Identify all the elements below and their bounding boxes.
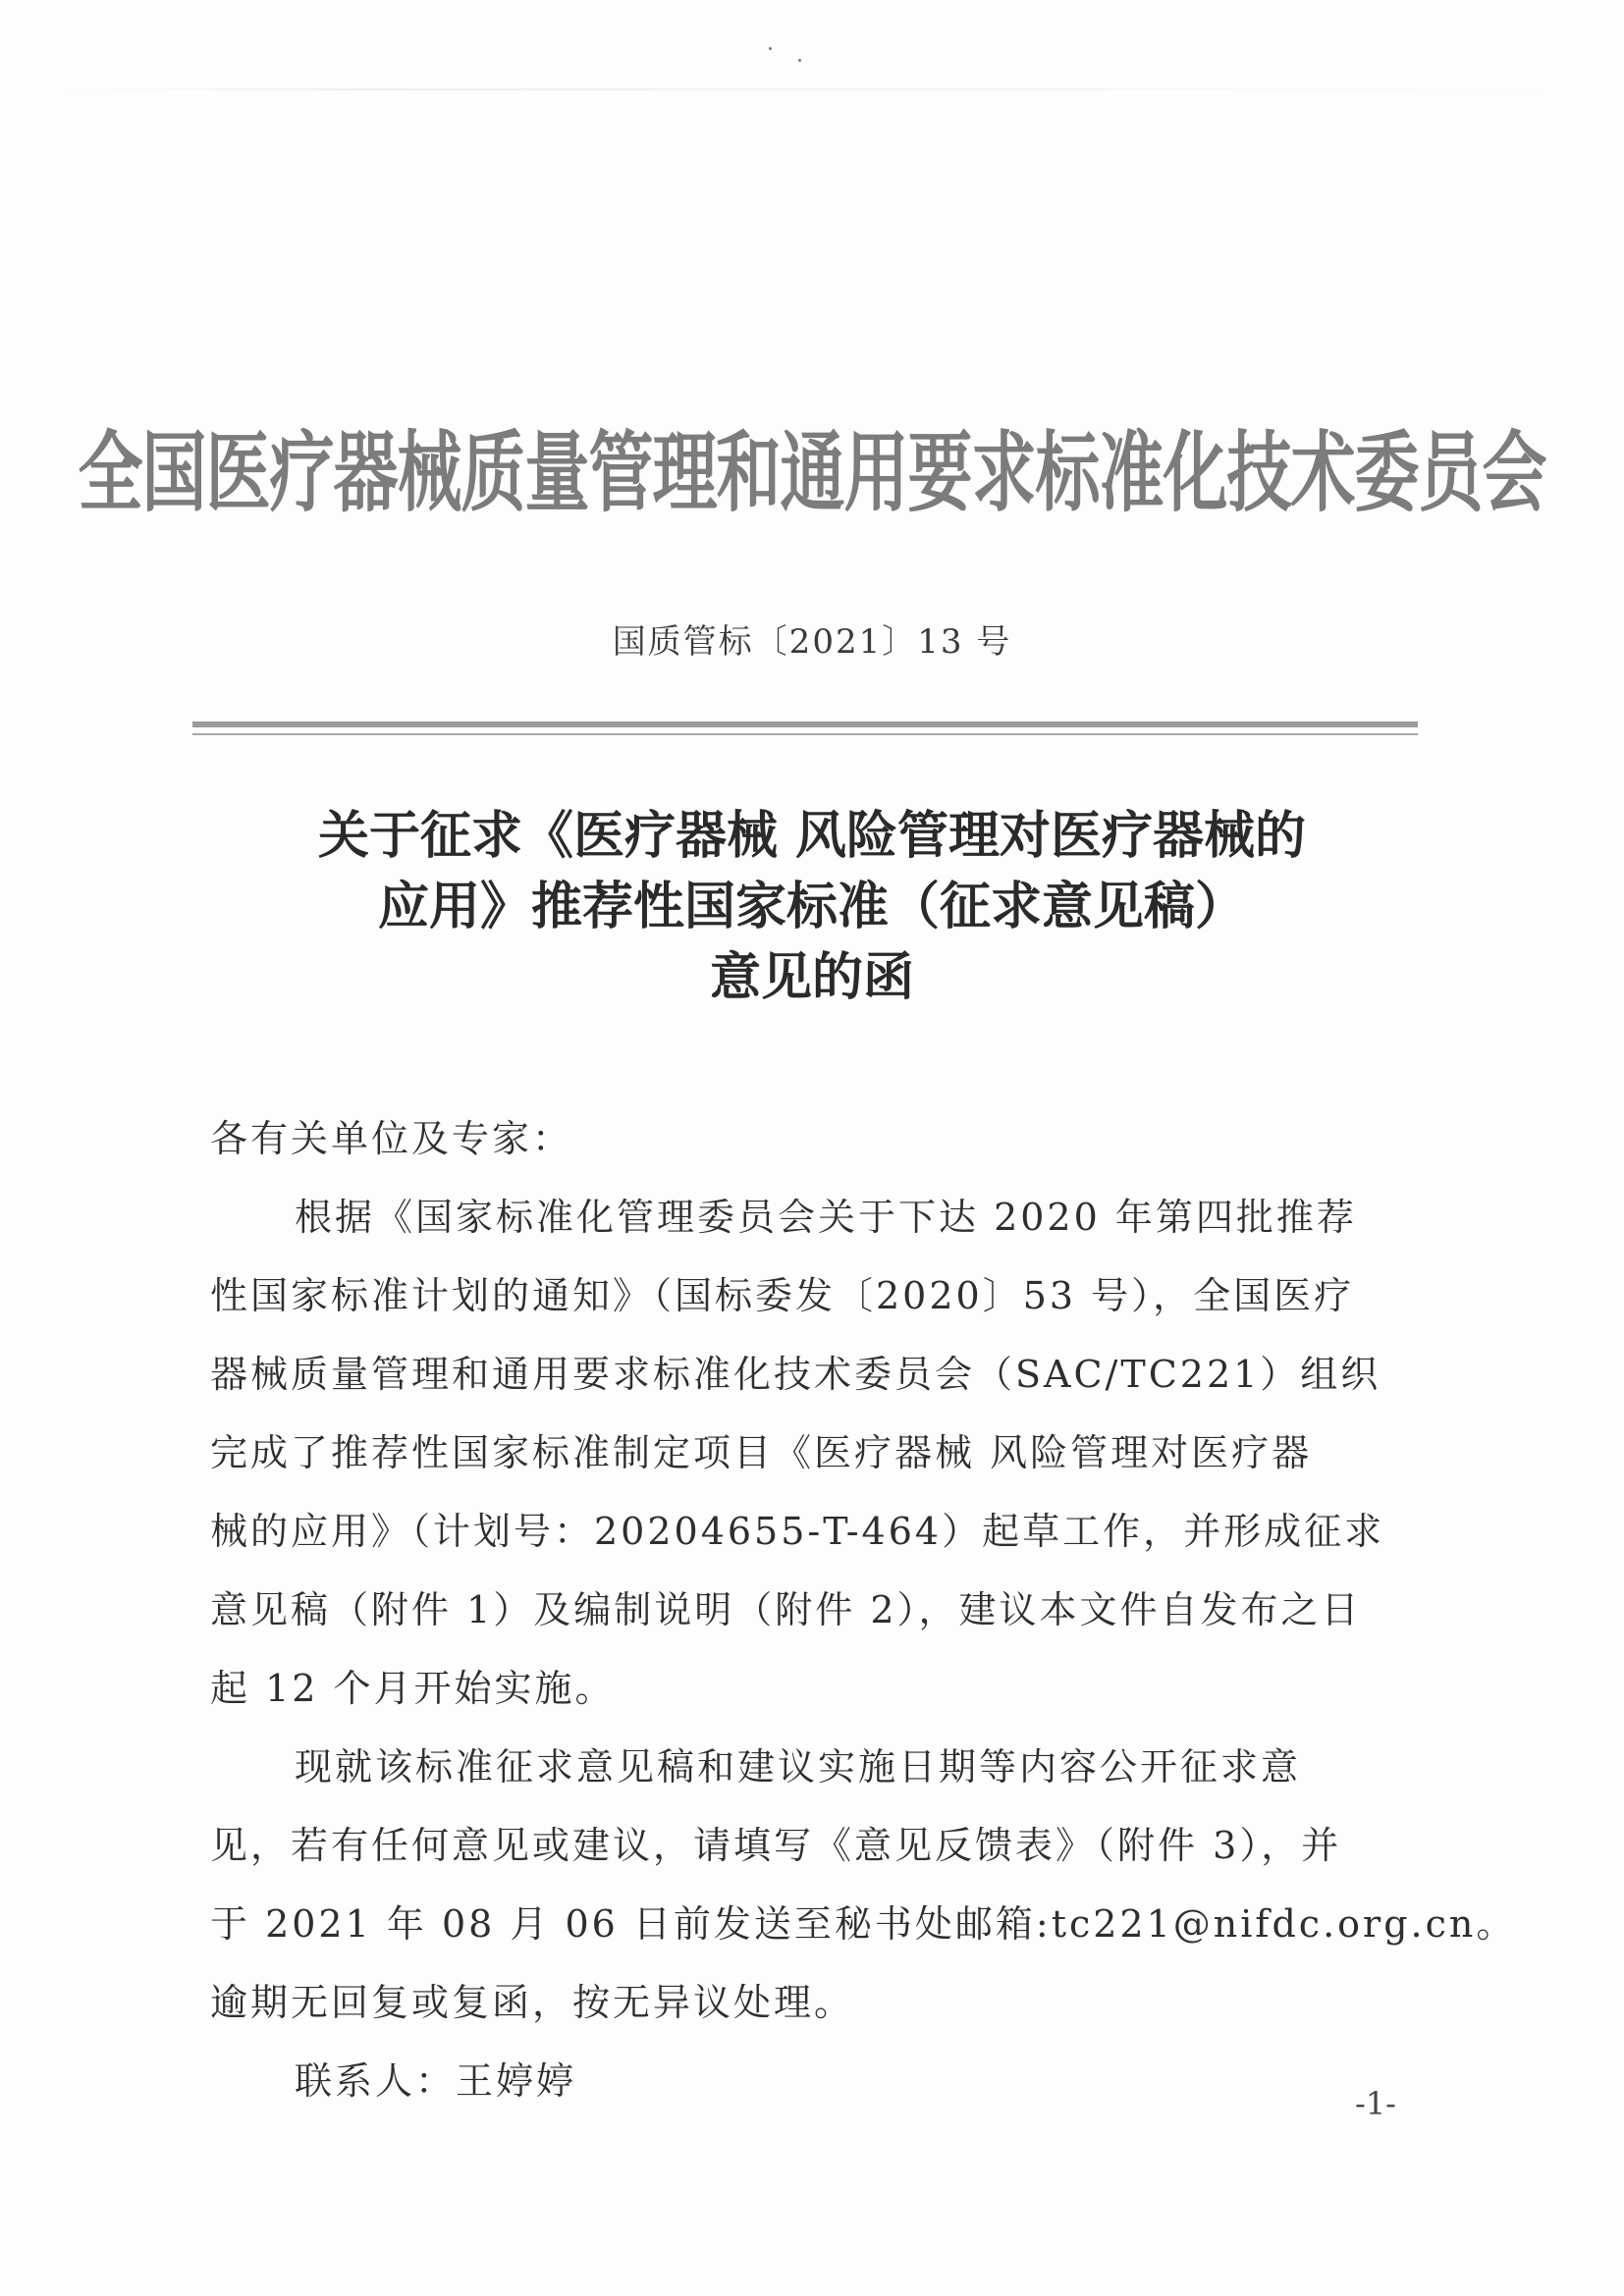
paragraph-line: 现就该标准征求意见稿和建议实施日期等内容公开征求意: [295, 1745, 1302, 1789]
committee-name-header: 全国医疗器械质量管理和通用要求标准化技术委员会: [78, 422, 1546, 525]
scan-artifact-dot: [798, 59, 801, 62]
scan-artifact-dot: [769, 47, 772, 50]
letter-title: [0, 801, 1624, 1013]
paragraph-line: 根据《国家标准化管理委员会关于下达 2020 年第四批推荐: [295, 1196, 1357, 1239]
contact-person: 联系人：王婷婷: [295, 2059, 577, 2103]
paragraph-line: 器械质量管理和通用要求标准化技术委员会（SAC/TC221）组织: [210, 1353, 1381, 1396]
letter-body: [210, 1099, 1517, 2120]
paragraph-line: 起 12 个月开始实施。: [210, 1667, 616, 1710]
paragraph-line: 于 2021 年 08 月 06 日前发送至秘书处邮箱:tc221@nifdc.org.cn。: [210, 1902, 1517, 1946]
paragraph-line: 完成了推荐性国家标准制定项目《医疗器械 风险管理对医疗器: [210, 1431, 1313, 1474]
letter-title-line: 应用》推荐性国家标准（征求意见稿）: [377, 877, 1246, 936]
salutation: 各有关单位及专家：: [210, 1117, 573, 1160]
paragraph-line: 性国家标准计划的通知》（国标委发〔2020〕53 号），全国医疗: [210, 1274, 1355, 1317]
header-rule-thin: [192, 733, 1418, 735]
header-rule-thick: [192, 721, 1418, 727]
scan-artifact-line: [59, 88, 1571, 90]
paragraph-line: 械的应用》（计划号：20204655-T-464）起草工作，并形成征求: [210, 1510, 1385, 1553]
page-number: -1-: [1355, 2085, 1396, 2122]
document-number: 国质管标〔2021〕13 号: [612, 622, 1012, 662]
paragraph-line: 意见稿（附件 1）及编制说明（附件 2），建议本文件自发布之日: [210, 1588, 1362, 1631]
letter-title-line: 意见的函: [709, 947, 914, 1007]
paragraph-line: 见，若有任何意见或建议，请填写《意见反馈表》（附件 3），并: [210, 1824, 1342, 1867]
paragraph-line: 逾期无回复或复函，按无异议处理。: [210, 1981, 855, 2024]
letter-title-line: 关于征求《医疗器械 风险管理对医疗器械的: [317, 806, 1307, 866]
